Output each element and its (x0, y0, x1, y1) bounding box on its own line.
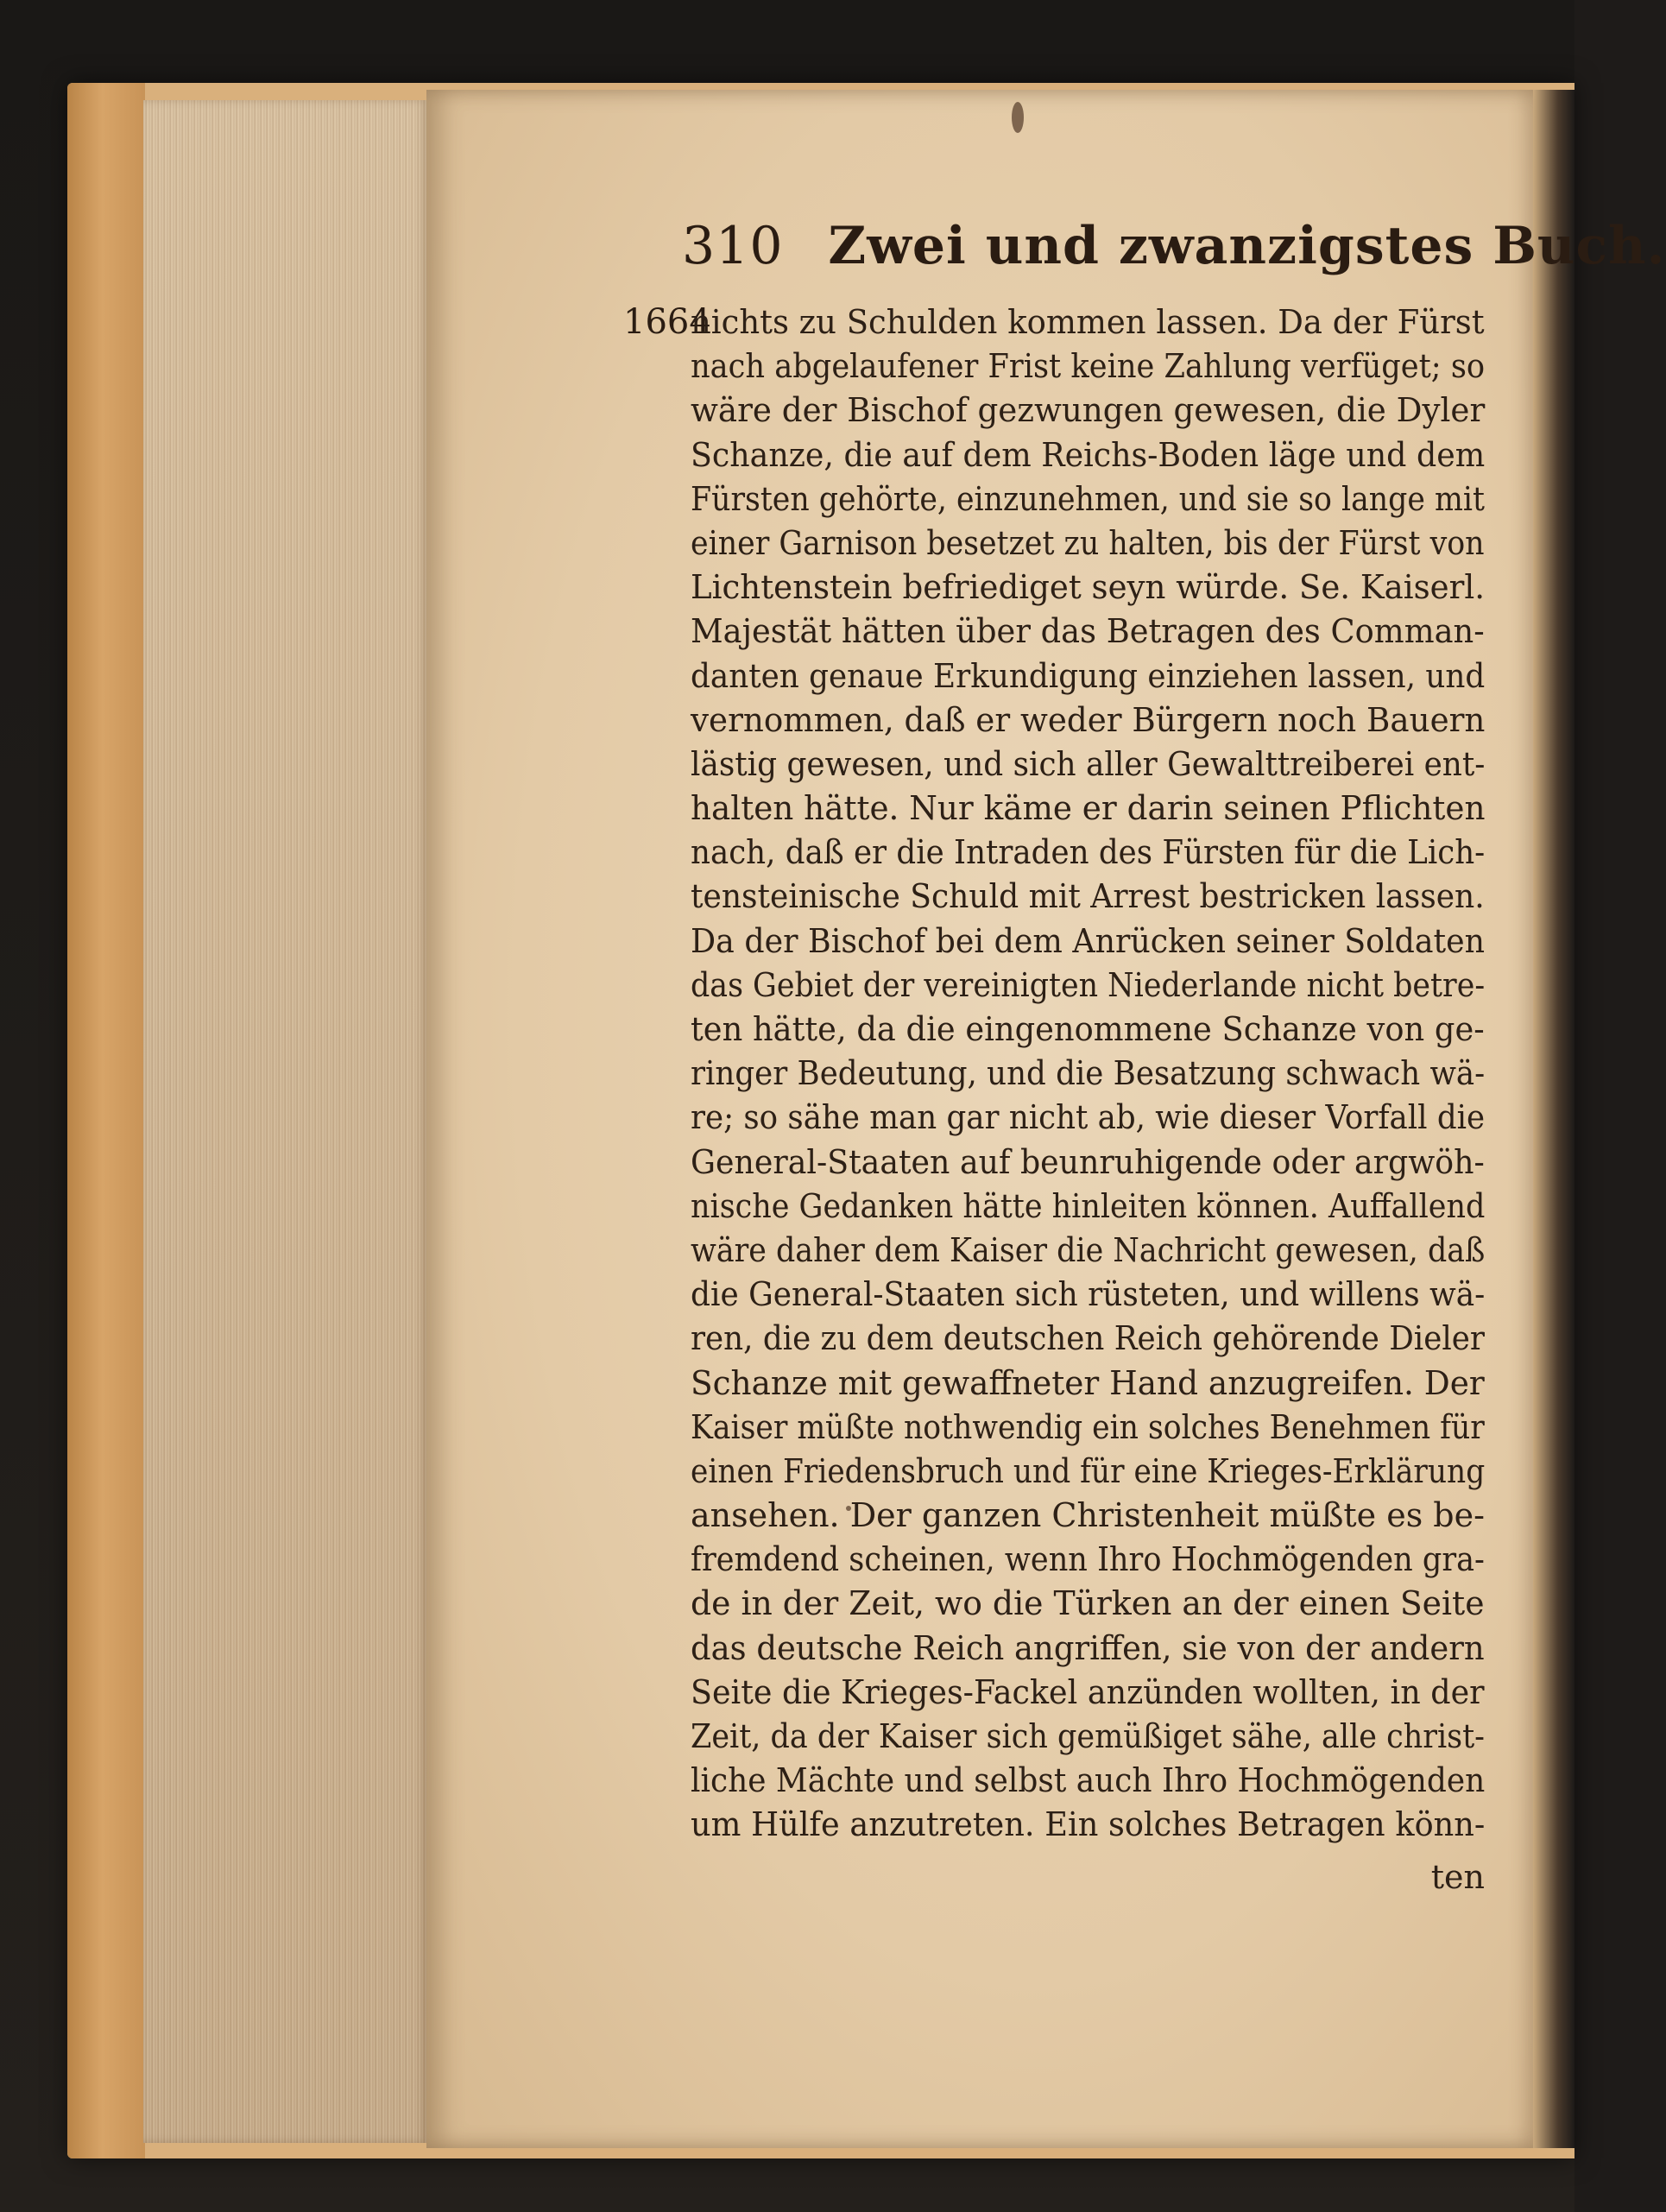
text-line: General-Staaten auf beunruhigende oder argwöh- (691, 1142, 1485, 1181)
page-number: 310 (682, 216, 784, 276)
text-line: danten genaue Erkundigung einziehen lassen, und (691, 656, 1486, 695)
paper-speck (1012, 102, 1024, 133)
text-line: einer Garnison besetzet zu halten, bis der Fürst von (691, 523, 1485, 562)
text-line: wäre der Bischof gezwungen gewesen, die Dyler (691, 391, 1486, 430)
body-text (691, 300, 1485, 1848)
text-line: halten hätte. Nur käme er darin seinen Pflichten (691, 789, 1486, 828)
text-line: Seite die Krieges-Fackel anzünden wollten, in der (691, 1672, 1485, 1711)
text-line: re; so sähe man gar nicht ab, wie dieser Vorfall die (691, 1098, 1486, 1137)
text-line: das Gebiet der vereinigten Niederlande nicht betre- (691, 965, 1486, 1004)
text-line: nische Gedanken hätte hinleiten können. Auffallend (691, 1186, 1486, 1225)
text-line: Zeit, da der Kaiser sich gemüßiget sähe, alle christ- (691, 1717, 1486, 1755)
text-line: ren, die zu dem deutschen Reich gehörende Dieler (691, 1319, 1485, 1358)
text-line: liche Mächte und selbst auch Ihro Hochmögenden (691, 1761, 1486, 1800)
text-line: die General-Staaten sich rüsteten, und willens wä- (691, 1275, 1486, 1314)
text-line: nichts zu Schulden kommen lassen. Da der Fürst (691, 303, 1485, 341)
text-line: Majestät hätten über das Betragen des Comman- (691, 612, 1485, 651)
text-line: fremdend scheinen, wenn Ihro Hochmögenden gra- (691, 1540, 1485, 1579)
text-line: ansehen. Der ganzen Christenheit müßte es be- (691, 1496, 1485, 1535)
running-header (682, 216, 1666, 285)
text-line: Schanze mit gewaffneter Hand anzugreifen. Der (691, 1363, 1485, 1402)
text-line: nach abgelaufener Frist keine Zahlung verfüget; so (691, 347, 1486, 386)
text-line: tensteinische Schuld mit Arrest bestricken lassen. (691, 877, 1485, 916)
page-block-edges (143, 100, 428, 2143)
text-line: ringer Bedeutung, und die Besatzung schwach wä- (691, 1054, 1486, 1093)
text-line: vernommen, daß er weder Bürgern noch Bauern (691, 700, 1486, 739)
text-line: Lichtenstein befriediget seyn würde. Se. Kaiserl. (691, 568, 1486, 607)
text-line: Da der Bischof bei dem Anrücken seiner Soldaten (691, 921, 1486, 960)
text-line: Fürsten gehörte, einzunehmen, und sie so lange mit (691, 479, 1485, 518)
text-line: wäre daher dem Kaiser die Nachricht gewesen, daß (691, 1230, 1486, 1269)
book-spine-edge (67, 83, 145, 2158)
text-line: de in der Zeit, wo die Türken an der einen Seite (691, 1584, 1485, 1623)
margin-year-note: 1664 (623, 302, 711, 342)
text-line: um Hülfe anzutreten. Ein solches Betragen könn- (691, 1805, 1486, 1844)
text-line: lästig gewesen, und sich aller Gewalttreiberei ent- (691, 744, 1486, 783)
text-line: Kaiser müßte nothwendig ein solches Benehmen für (691, 1407, 1485, 1446)
page-gutter (1533, 90, 1574, 2148)
text-line: ten hätte, da die eingenommene Schanze von ge- (691, 1010, 1485, 1048)
text-line: nach, daß er die Intraden des Fürsten für die Lich- (691, 833, 1486, 872)
text-line: das deutsche Reich angriffen, sie von der andern (691, 1628, 1485, 1667)
catchword: ten (1430, 1858, 1485, 1896)
text-line: Schanze, die auf dem Reichs-Boden läge und dem (691, 435, 1486, 474)
text-line: einen Friedensbruch und für eine Krieges-Erklärung (691, 1451, 1486, 1490)
running-title: Zwei und zwanzigstes Buch. (828, 216, 1666, 276)
